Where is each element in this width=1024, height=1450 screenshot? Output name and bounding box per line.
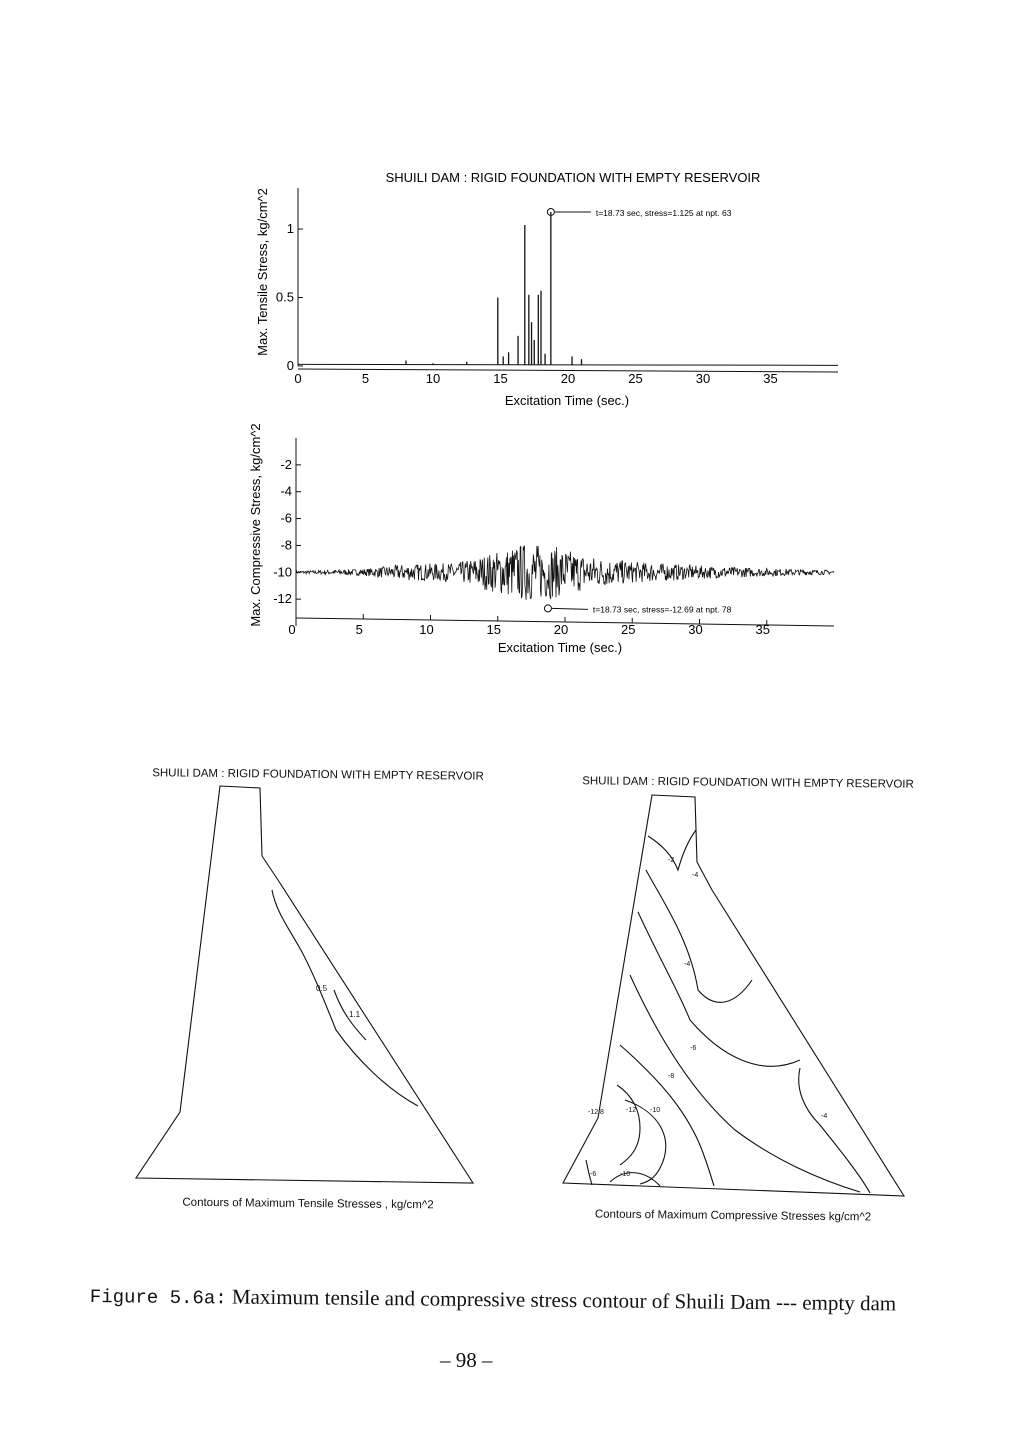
contour-label: -2 <box>668 857 675 864</box>
x-tick-label: 30 <box>688 622 703 637</box>
dam-outline <box>563 795 904 1196</box>
x-tick-label: 0 <box>294 371 302 386</box>
x-axis-label: Excitation Time (sec.) <box>497 640 623 655</box>
y-tick-label: -8 <box>280 537 292 553</box>
x-tick-label: 10 <box>419 622 434 637</box>
compressive-series-line <box>296 545 834 600</box>
y-axis-label: Max. Compressive Stress, kg/cm^2 <box>248 423 263 627</box>
page-number: – 98 – <box>440 1348 493 1372</box>
x-axis-label: Excitation Time (sec.) <box>504 393 630 408</box>
x-tick-label: 20 <box>560 371 576 386</box>
contour-label: -4 <box>692 872 699 879</box>
contour-line <box>630 975 860 1192</box>
x-tick-label: 35 <box>763 371 778 386</box>
peak-annotation: t=18.73 sec, stress=1.125 at npt. 63 <box>595 207 732 218</box>
contour-line <box>646 870 752 1002</box>
peak-marker <box>544 605 551 612</box>
contour-label: -6 <box>690 1045 697 1052</box>
compressive-contour-diagram <box>563 775 914 1223</box>
contour-label: 1.1 <box>349 1010 361 1019</box>
contour-line <box>610 1173 660 1186</box>
x-tick-label: 30 <box>695 371 711 386</box>
x-tick-label: 15 <box>486 622 501 637</box>
annotation-leader <box>552 608 588 609</box>
x-tick-label: 0 <box>288 622 296 637</box>
x-tick-label: 5 <box>355 622 363 637</box>
diagram-title: SHUILI DAM : RIGID FOUNDATION WITH EMPTY RESERVOIR <box>582 775 914 791</box>
contour-label: -8 <box>668 1073 675 1080</box>
diagram-caption: Contours of Maximum Tensile Stresses , kg/cm^2 <box>182 1196 434 1212</box>
y-tick-label: 1 <box>286 221 294 237</box>
figure-number: Figure 5.6a: <box>89 1285 227 1310</box>
contour-line <box>620 1045 714 1186</box>
figure-caption-text: Maximum tensile and compressive stress contour of Shuili Dam --- empty dam <box>226 1284 897 1316</box>
y-tick-label: -10 <box>273 564 292 580</box>
tensile-stress-chart <box>255 170 838 408</box>
x-tick-label: 15 <box>493 371 508 386</box>
x-tick-label: 10 <box>425 371 441 386</box>
peak-annotation: t=18.73 sec, stress=-12.69 at npt. 78 <box>592 604 732 615</box>
y-tick-label: 0.5 <box>275 289 294 305</box>
contour-label: -4 <box>821 1113 828 1120</box>
compressive-stress-chart <box>248 423 834 655</box>
y-axis-label: Max. Tensile Stress, kg/cm^2 <box>255 188 270 356</box>
x-tick-label: 5 <box>361 371 370 386</box>
diagram-caption: Contours of Maximum Compressive Stresses kg/cm^2 <box>594 1208 872 1224</box>
y-tick-label: -12 <box>273 591 292 607</box>
x-tick-label: 35 <box>755 622 770 637</box>
contour-label: -10 <box>650 1107 661 1114</box>
diagram-title: SHUILI DAM : RIGID FOUNDATION WITH EMPTY RESERVOIR <box>152 767 484 783</box>
contour-label: -12 <box>626 1107 637 1114</box>
contour-line <box>648 830 696 870</box>
contour-label: -12.8 <box>588 1109 604 1116</box>
tensile-contour-diagram <box>136 767 484 1211</box>
y-tick-label: 0 <box>286 358 294 373</box>
y-tick-label: -2 <box>280 456 292 472</box>
contour-line-0.5 <box>272 890 418 1106</box>
tensile-series-baseline <box>298 364 838 365</box>
contour-label: -4 <box>684 961 691 968</box>
contour-label: 0.5 <box>316 984 328 993</box>
x-tick-label: 25 <box>621 622 636 637</box>
contour-label: -10 <box>620 1171 631 1178</box>
contour-label: -6 <box>590 1171 597 1178</box>
x-tick-label: 25 <box>628 371 643 386</box>
y-tick-label: -6 <box>280 510 292 526</box>
x-tick-label: 20 <box>553 622 569 637</box>
contour-line <box>799 1068 870 1193</box>
chart-title: SHUILI DAM : RIGID FOUNDATION WITH EMPTY RESERVOIR <box>385 170 761 185</box>
dam-outline <box>136 786 473 1183</box>
contour-line <box>617 1085 640 1165</box>
contour-line <box>638 912 800 1066</box>
y-tick-label: -4 <box>280 483 292 499</box>
